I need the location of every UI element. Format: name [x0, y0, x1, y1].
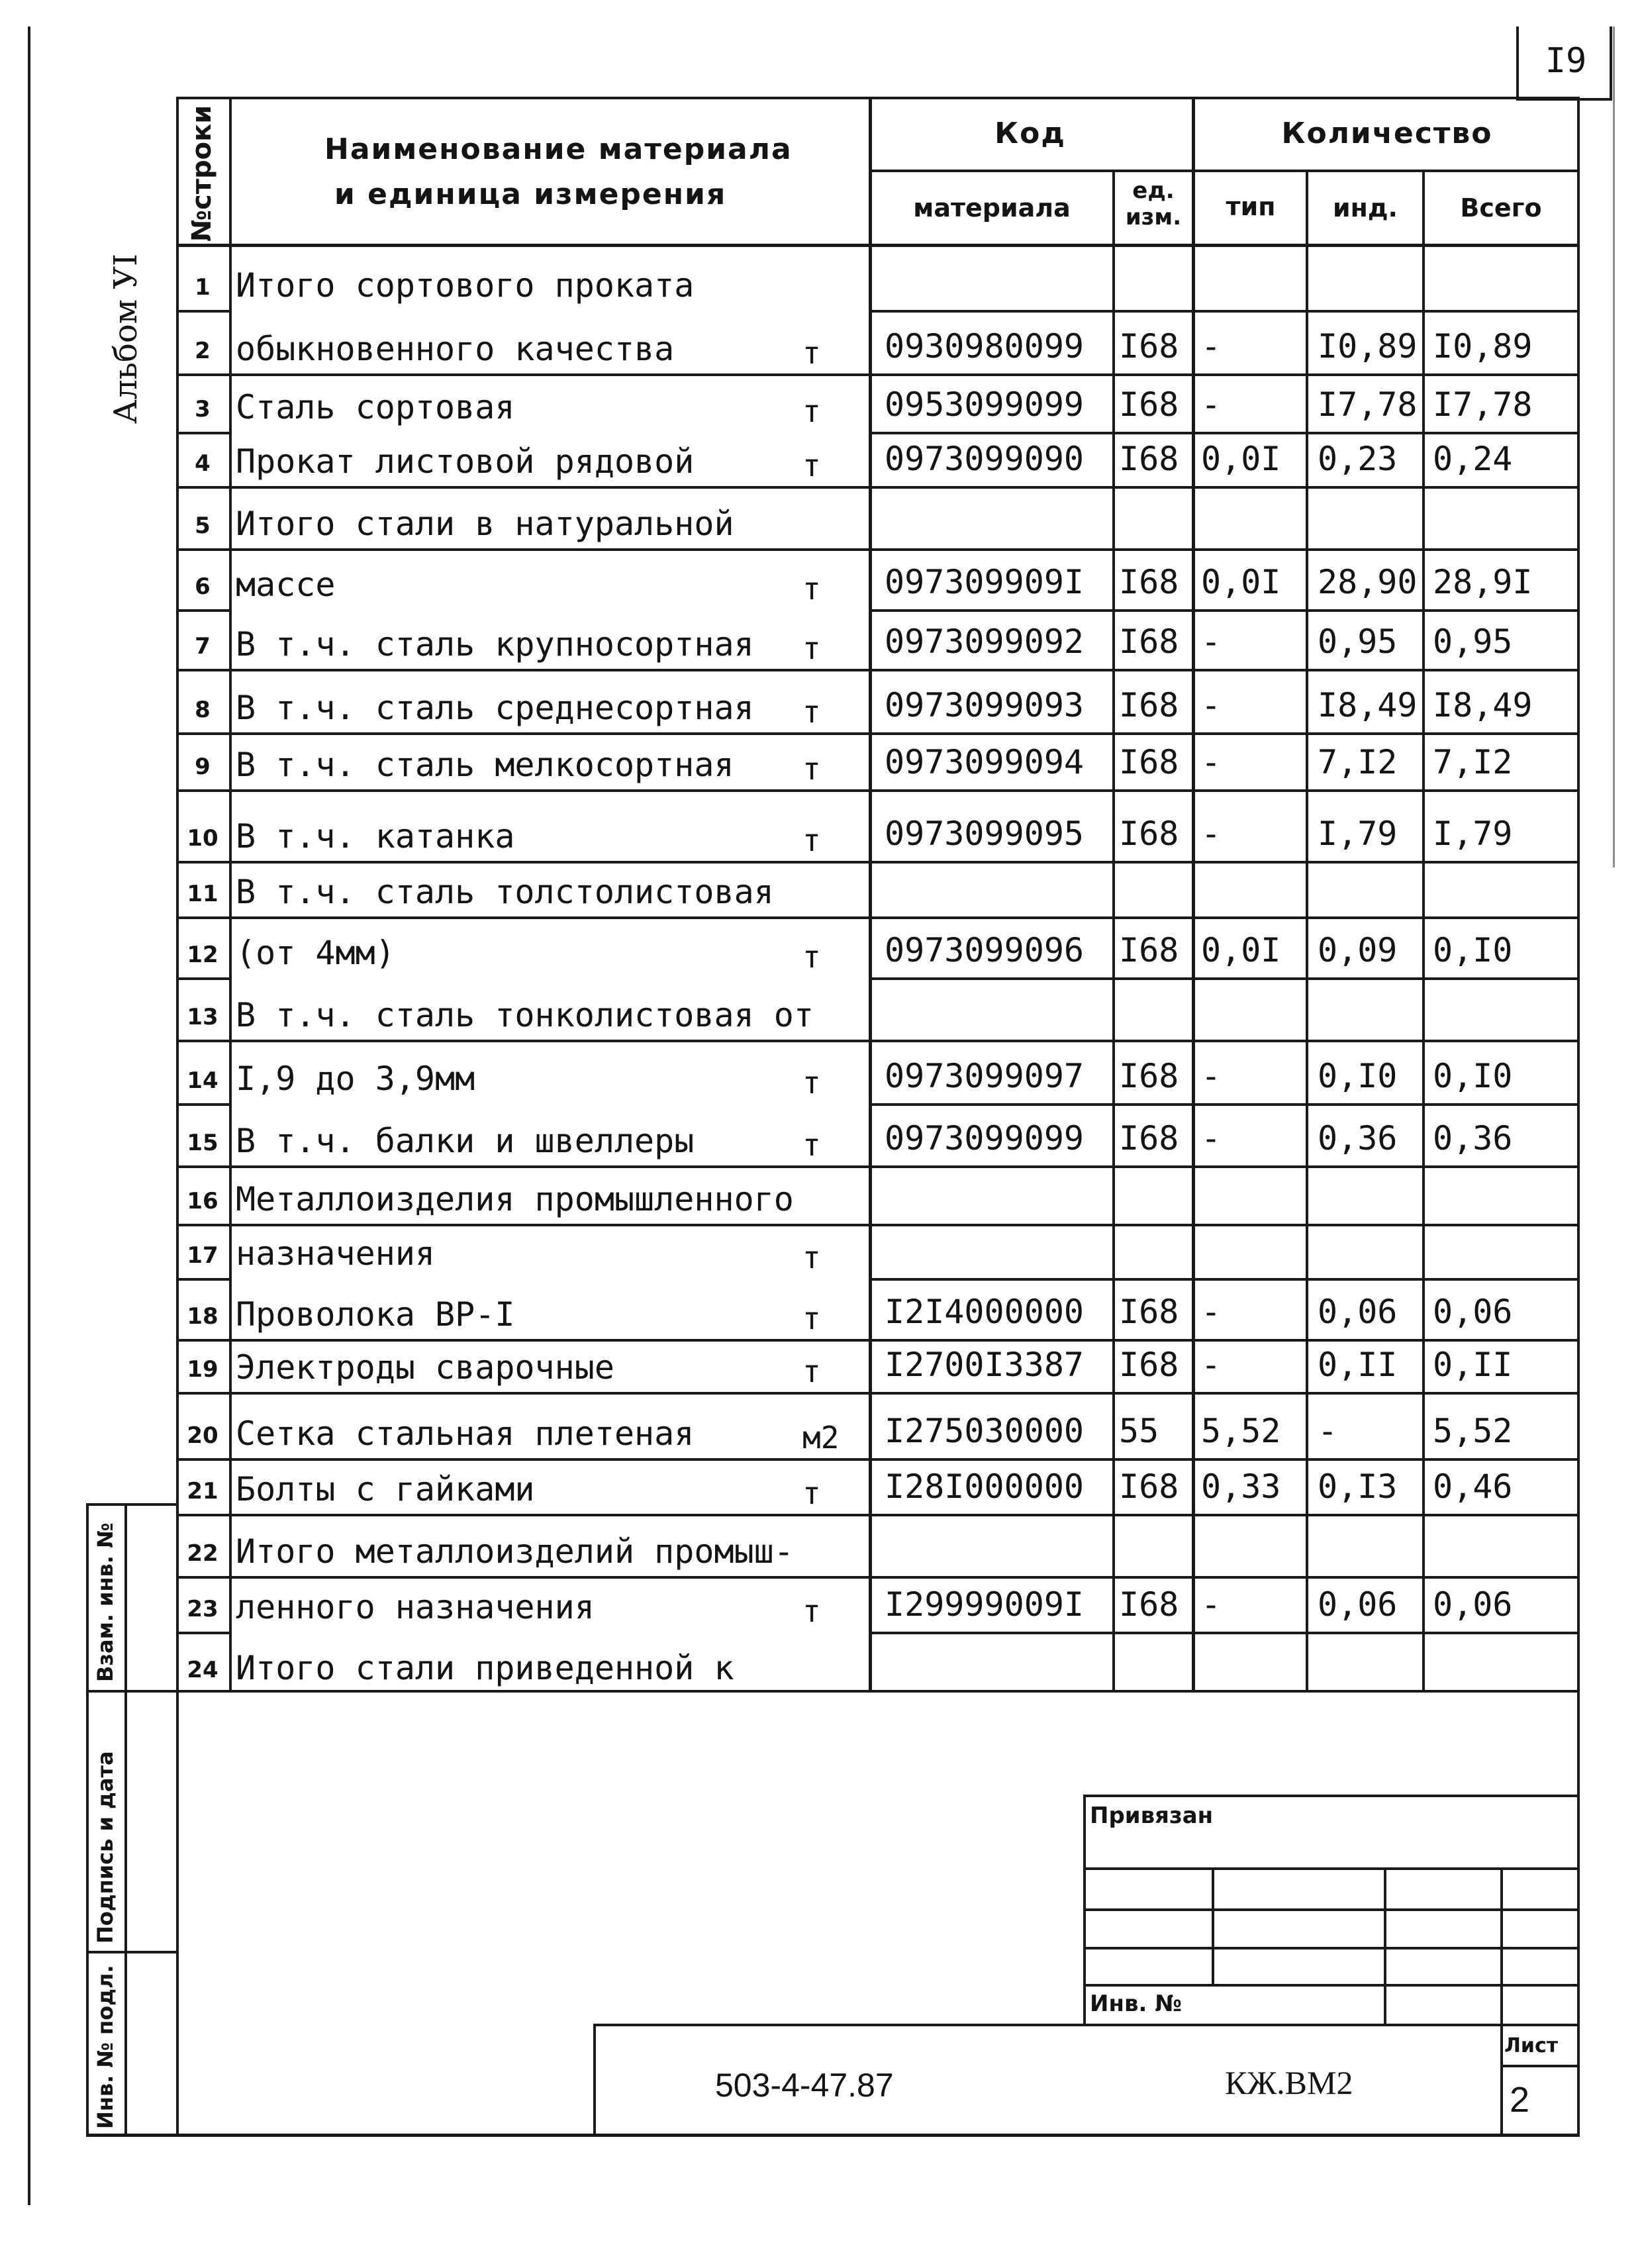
row-ind: 0,06 [1318, 1585, 1398, 1624]
row-eu: I68 [1119, 1293, 1179, 1331]
row-separator [176, 373, 1580, 376]
row-separator-right [869, 1103, 1580, 1106]
row-unit: т [802, 1240, 821, 1275]
row-number: 20 [187, 1422, 218, 1449]
row-ind: 0,06 [1318, 1293, 1398, 1331]
row-tip: 0,33 [1201, 1467, 1281, 1506]
row-tip: - [1201, 327, 1222, 366]
row-total: 0,I0 [1433, 931, 1513, 969]
row-separator [176, 1278, 229, 1281]
row-name: В т.ч. сталь толстолистовая [236, 873, 774, 911]
row-separator [176, 1632, 229, 1634]
side-strip-line-1 [86, 1690, 179, 1693]
header-qty-ind: инд. [1332, 193, 1398, 222]
col-line-ind [1422, 171, 1425, 1693]
col-line-eu [1192, 97, 1195, 1693]
row-total: 0,24 [1433, 440, 1513, 478]
row-name: массе [236, 566, 336, 604]
stamp-line-2 [1083, 1908, 1580, 1911]
row-total: I,79 [1433, 814, 1513, 853]
row-total: 0,II [1433, 1346, 1513, 1384]
row-code: 097309909I [885, 563, 1085, 601]
row-separator [176, 1458, 1580, 1461]
row-total: 0,95 [1433, 622, 1513, 661]
row-number: 14 [187, 1067, 218, 1094]
row-eu: I68 [1119, 1585, 1179, 1624]
row-ind: I7,78 [1318, 385, 1418, 424]
row-number: 22 [187, 1540, 218, 1567]
row-name: В т.ч. катанка [236, 817, 515, 856]
row-separator [176, 861, 1580, 863]
header-qty-type: тип [1226, 192, 1276, 221]
stamp-col-2 [1384, 1867, 1386, 2026]
row-eu: I68 [1119, 385, 1179, 424]
row-tip: 5,52 [1201, 1412, 1281, 1450]
row-ind: 0,09 [1318, 931, 1398, 969]
row-tip: - [1201, 743, 1222, 781]
row-name: ленного назначения [236, 1588, 595, 1626]
sheet-label: Лист [1504, 2034, 1559, 2057]
row-separator-right [869, 1632, 1580, 1634]
row-unit: т [802, 630, 821, 666]
row-tip: - [1201, 1346, 1222, 1384]
col-line-num [229, 97, 232, 1693]
stamp-line-3 [1083, 1947, 1580, 1949]
row-number: 2 [195, 338, 211, 364]
side-strip-line-2 [86, 1951, 179, 1953]
row-number: 9 [195, 754, 211, 780]
row-name: Проволока ВР-I [236, 1295, 515, 1334]
row-name: Итого сортового проката [236, 266, 695, 305]
row-name: Итого стали в натуральной [236, 505, 734, 543]
row-name: Электроды сварочные [236, 1348, 614, 1387]
row-ind: 0,36 [1318, 1119, 1398, 1158]
row-number: 8 [195, 697, 211, 723]
row-separator [176, 1392, 1580, 1395]
row-code: 0973099099 [885, 1119, 1085, 1158]
row-ind: I8,49 [1318, 686, 1418, 724]
row-separator [176, 669, 1580, 671]
row-ind: I,79 [1318, 814, 1398, 853]
sheet-col-line [1500, 2024, 1503, 2136]
row-unit: т [802, 448, 821, 483]
inv-no-label: Инв. № [1090, 1991, 1183, 2017]
row-separator [176, 1040, 1580, 1042]
row-separator-right [869, 609, 1580, 612]
row-tip: 0,0I [1201, 440, 1281, 478]
row-number: 18 [187, 1303, 218, 1330]
row-tip: - [1201, 385, 1222, 424]
row-name: назначения [236, 1234, 436, 1273]
row-tip: - [1201, 1119, 1222, 1158]
row-name: (от 4мм) [236, 934, 395, 972]
header-code-unit: ед. изм. [1125, 177, 1182, 230]
row-tip: 0,0I [1201, 931, 1281, 969]
row-total: I0,89 [1433, 327, 1533, 366]
sheet-row-line [1500, 2065, 1580, 2067]
row-unit: т [802, 1301, 821, 1336]
row-separator [176, 1165, 1580, 1168]
row-ind: 28,90 [1318, 563, 1418, 601]
row-unit: т [802, 1475, 821, 1511]
row-eu: I68 [1119, 743, 1179, 781]
row-total: 0,36 [1433, 1119, 1513, 1158]
row-unit: т [802, 939, 821, 975]
row-name: Прокат листовой рядовой [236, 442, 695, 481]
header-mid-line [869, 170, 1580, 172]
row-separator [176, 732, 1580, 735]
row-name: В т.ч. сталь тонколистовая от [236, 996, 814, 1034]
row-separator [176, 977, 229, 980]
row-code: 0973099096 [885, 931, 1085, 969]
row-separator [176, 310, 229, 313]
col-line-code [1112, 171, 1115, 1693]
row-number: 16 [187, 1188, 218, 1214]
row-tip: 0,0I [1201, 563, 1281, 601]
row-eu: I68 [1119, 686, 1179, 724]
row-eu: I68 [1119, 1057, 1179, 1095]
row-name: Сталь сортовая [236, 388, 515, 426]
row-number: 15 [187, 1130, 218, 1156]
row-total: 7,I2 [1433, 743, 1513, 781]
row-unit: м2 [802, 1420, 840, 1455]
side-label-podpis: Подпись и дата [93, 1751, 118, 1944]
col-line-tip [1306, 171, 1308, 1693]
row-unit: т [802, 571, 821, 607]
row-name: Болты с гайками [236, 1470, 535, 1508]
row-tip: - [1201, 1293, 1222, 1331]
row-number: 1 [195, 274, 211, 301]
header-code: Код [994, 117, 1066, 150]
row-number: 4 [195, 450, 211, 477]
row-name: Итого стали приведенной к [236, 1649, 734, 1687]
row-number: 19 [187, 1356, 218, 1383]
row-eu: I68 [1119, 622, 1179, 661]
row-separator [176, 609, 229, 612]
row-separator-right [869, 1278, 1580, 1281]
row-number: 6 [195, 573, 211, 600]
row-code: 0973099094 [885, 743, 1085, 781]
privyazan-label: Привязан [1090, 1802, 1214, 1829]
row-separator-right [869, 432, 1580, 434]
row-total: I8,49 [1433, 686, 1533, 724]
left-margin-line [28, 26, 30, 2205]
row-name: обыкновенного качества [236, 330, 675, 368]
header-name-line2: и единица измерения [334, 177, 727, 211]
doc-mark: КЖ.ВМ2 [1225, 2064, 1353, 2101]
row-unit: т [802, 1065, 821, 1101]
row-code: I29999009I [885, 1585, 1085, 1624]
row-number: 21 [187, 1478, 218, 1504]
row-number: 11 [187, 881, 218, 907]
row-number: 23 [187, 1596, 218, 1622]
lower-frame-left [176, 1693, 179, 2136]
row-name: I,9 до 3,9мм [236, 1060, 475, 1098]
row-name: В т.ч. сталь среднесортная [236, 689, 754, 727]
row-number: 10 [187, 825, 218, 852]
album-label: Альбом УI [107, 253, 144, 424]
stamp-line-4 [1083, 1984, 1580, 1987]
row-number: 13 [187, 1004, 218, 1030]
row-unit: т [802, 822, 821, 858]
header-row-no: №строки [187, 105, 217, 242]
row-ind: 7,I2 [1318, 743, 1398, 781]
row-tip: - [1201, 686, 1222, 724]
row-eu: I68 [1119, 563, 1179, 601]
row-name: Металлоизделия промышленного [236, 1180, 794, 1218]
row-unit: т [802, 1127, 821, 1163]
row-code: 0953099099 [885, 385, 1085, 424]
row-separator-right [869, 310, 1580, 313]
row-ind: 0,23 [1318, 440, 1398, 478]
row-code: 0973099090 [885, 440, 1085, 478]
row-code: 0930980099 [885, 327, 1085, 366]
page-number: I9 [1545, 41, 1587, 81]
row-separator [176, 1514, 1580, 1516]
row-name: Сетка стальная плетеная [236, 1414, 695, 1453]
row-total: 5,52 [1433, 1412, 1513, 1450]
row-eu: I68 [1119, 1467, 1179, 1506]
header-qty-total: Всего [1460, 193, 1542, 222]
header-name-line1: Наименование материала [324, 132, 793, 166]
row-eu: I68 [1119, 1346, 1179, 1384]
row-eu: I68 [1119, 327, 1179, 366]
row-separator [176, 916, 1580, 919]
row-eu: I68 [1119, 931, 1179, 969]
side-label-vzam: Взам. инв. № [93, 1522, 118, 1682]
row-tip: - [1201, 622, 1222, 661]
row-eu: 55 [1119, 1412, 1159, 1450]
row-ind: 0,95 [1318, 622, 1398, 661]
row-separator [176, 548, 1580, 551]
row-name: В т.ч. балки и швеллеры [236, 1122, 695, 1160]
header-bottom-line [176, 244, 1580, 247]
row-tip: - [1201, 1057, 1222, 1095]
row-total: I7,78 [1433, 385, 1533, 424]
side-label-inv-podl: Инв. № подл. [93, 1965, 118, 2129]
row-total: 0,46 [1433, 1467, 1513, 1506]
row-ind: - [1318, 1412, 1338, 1450]
sheet-number: 2 [1510, 2080, 1530, 2120]
row-ind: 0,II [1318, 1346, 1398, 1384]
stamp-col-3 [1500, 1867, 1503, 2026]
row-number: 17 [187, 1242, 218, 1269]
row-eu: I68 [1119, 814, 1179, 853]
row-separator [176, 789, 1580, 792]
row-code: I275030000 [885, 1412, 1085, 1450]
row-number: 12 [187, 942, 218, 968]
row-number: 7 [195, 633, 211, 660]
row-unit: т [802, 393, 821, 429]
header-code-material: материала [913, 193, 1071, 222]
row-code: 0973099097 [885, 1057, 1085, 1095]
row-ind: I0,89 [1318, 327, 1418, 366]
row-unit: т [802, 751, 821, 787]
row-code: 0973099095 [885, 814, 1085, 853]
row-separator [176, 1224, 1580, 1226]
row-code: 0973099093 [885, 686, 1085, 724]
row-separator-right [869, 977, 1580, 980]
row-unit: т [802, 335, 821, 371]
doc-code: 503-4-47.87 [715, 2067, 894, 2104]
row-total: 0,I0 [1433, 1057, 1513, 1095]
row-ind: 0,I0 [1318, 1057, 1398, 1095]
row-tip: - [1201, 814, 1222, 853]
row-eu: I68 [1119, 440, 1179, 478]
side-strip-divider [124, 1503, 127, 2136]
row-unit: т [802, 694, 821, 730]
row-code: I28I000000 [885, 1467, 1085, 1506]
row-number: 3 [195, 396, 211, 422]
row-separator [176, 486, 1580, 489]
row-code: I2I4000000 [885, 1293, 1085, 1331]
row-ind: 0,I3 [1318, 1467, 1398, 1506]
row-number: 24 [187, 1657, 218, 1683]
row-separator [176, 1339, 1580, 1342]
row-name: В т.ч. сталь мелкосортная [236, 746, 734, 784]
stamp-line-1 [1083, 1867, 1580, 1870]
row-unit: т [802, 1593, 821, 1629]
row-unit: т [802, 1354, 821, 1389]
row-code: 0973099092 [885, 622, 1085, 661]
row-total: 0,06 [1433, 1293, 1513, 1331]
row-tip: - [1201, 1585, 1222, 1624]
stamp-col-1 [1212, 1867, 1214, 1984]
row-separator [176, 1103, 229, 1106]
row-name: В т.ч. сталь крупносортная [236, 625, 754, 664]
row-total: 28,9I [1433, 563, 1533, 601]
row-number: 5 [195, 513, 211, 539]
row-total: 0,06 [1433, 1585, 1513, 1624]
row-eu: I68 [1119, 1119, 1179, 1158]
row-separator [176, 432, 229, 434]
right-edge-line [1613, 26, 1615, 867]
header-qty: Количество [1281, 117, 1493, 150]
row-name: Итого металлоизделий промыш- [236, 1532, 794, 1571]
row-code: I2700I3387 [885, 1346, 1085, 1384]
col-line-name [869, 97, 872, 1693]
row-separator [176, 1576, 1580, 1579]
